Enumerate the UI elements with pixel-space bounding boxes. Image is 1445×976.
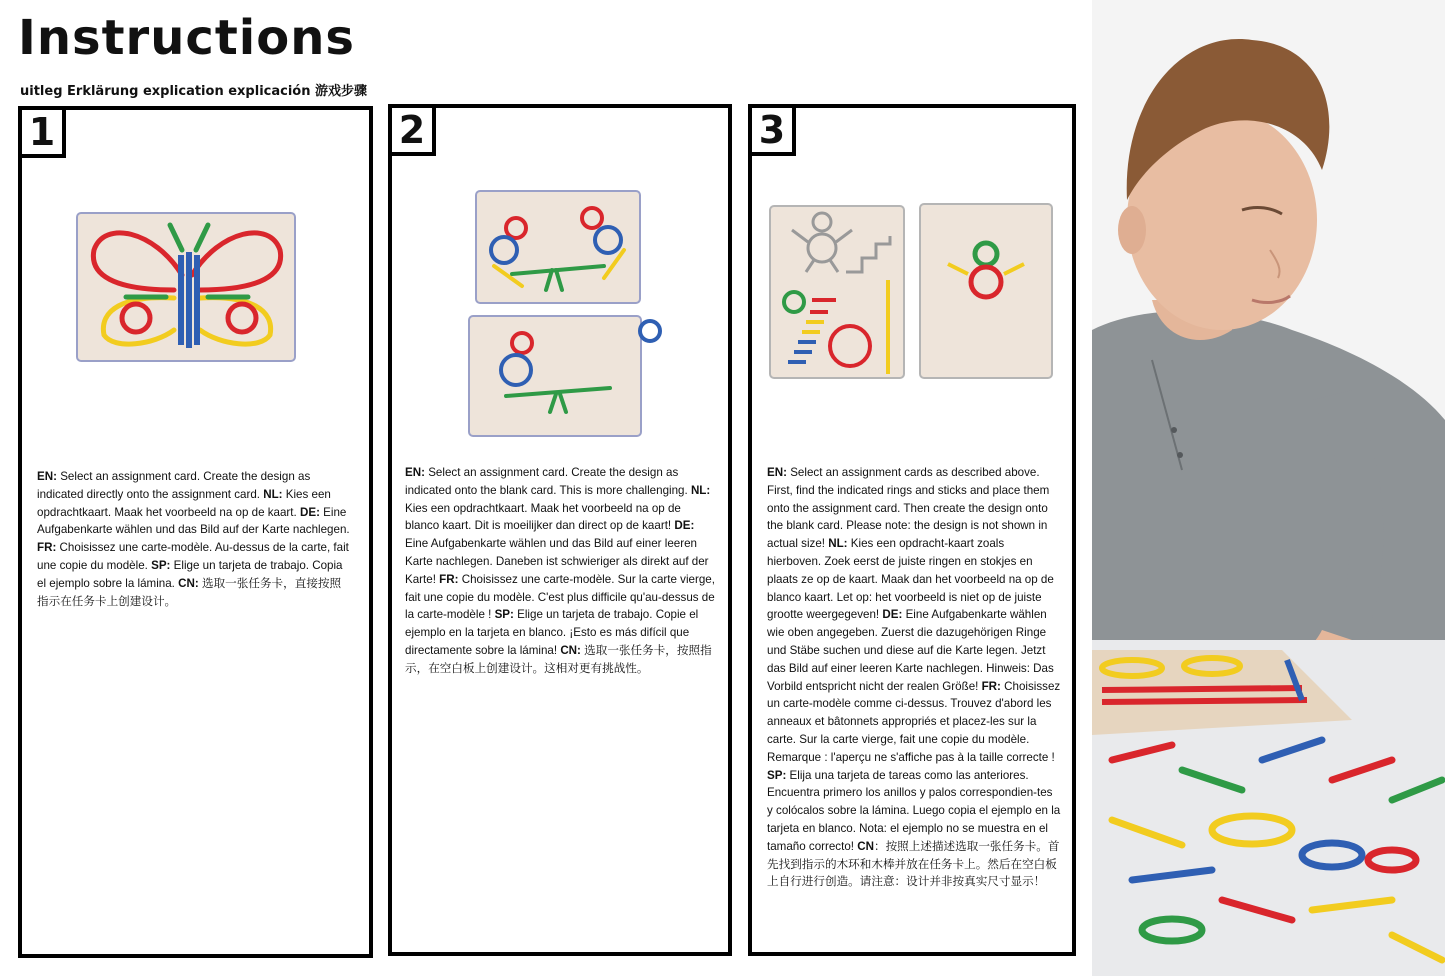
- page-title: Instructions: [18, 10, 355, 66]
- step-text: EN: Select an assignment cards as described above. First, find the indicated rings and sticks and place them onto the assignment card. Then create the design onto the blank card. Please note: the design is not shown in actual size! NL: Kies een opdracht-kaart zoals hierboven. Zoek eerst de juiste ringen en stokjes en plaats ze op de kaart. Maak dan het voorbeeld na op de blanco kaart. Let op: het voorbeeld is niet op de juiste grootte weergegeven! DE: Eine Aufgabenkarte wählen wie oben angegeben. Zuerst die dazugehörigen Ringe und Stäbe suchen und diese auf die Karte legen. Jetzt das Bild auf einer leeren Karte nachlegen. Hinweis: Das Vorbild entspricht nicht der realen Größe! FR: Choisissez un carte-modèle comme ci-dessus. Trouvez d'abord les anneaux et bâtonnets appropriés et placez-les sur la carte. Sur la carte vierge, fait une copie du modèle. Remarque : l'aperçu ne s'affiche pas à la taille correcte ! SP: Elija una tarjeta de tareas como las anteriores. Encuentra primero los anillos y palos correspondien-tes y colócalos sobre la lámina. Luego copia el ejemplo en la tarjeta en blanco. Nota: el ejemplo no se muestra en el tamaño correcto! CN：按照上述描述选取一张任务卡。首先找到指示的木环和木棒并放在任务卡上。然后在空白板上自行进行创造。请注意：设计并非按真实尺寸显示！: [767, 466, 1061, 889]
- step-text: EN: Select an assignment card. Create the design as indicated directly onto the assignment card. NL: Kies een opdrachtkaart. Maak het voorbeeld na op de kaart. DE: Eine Aufgabenkarte wählen und das Bild auf der Karte nachlegen. FR: Choisissez une carte-modèle. Au-dessus de la carte, fait une copie du modèle. SP: Elige un tarjeta de trabajo. Copia el ejemplo sobre la lámina. CN: 选取一张任务卡，直接按照指示在任务卡上创建设计。: [37, 470, 350, 608]
- step-text: EN: Select an assignment card. Create the design as indicated onto the blank card. This is more challenging. NL: Kies een opdrachtkaart. Maak het voorbeeld na op de blanco kaart. Dit is moeilijker dan direct op de kaart! DE: Eine Aufgabenkarte wählen und das Bild auf einer leeren Karte nachlegen. Daneben ist schwieriger als direkt auf der Karte! FR: Choisissez une carte-modèle. Sur la carte vierge, fait une copie du modèle. C'est plus difficile qu'au-dessus de la carte-modèle ! SP: Elige un tarjeta de trabajo. Copie el ejemplo en la tarjeta en blanco. ¡Esto es más difícil que directamente sobre la lámina! CN: 选取一张任务卡，按照指示，在空白板上创建设计。这相对更有挑战性。: [405, 466, 715, 675]
- seesaw-cards-illustration: [464, 188, 664, 440]
- butterfly-card-illustration: [74, 210, 300, 366]
- step-panel-3: [748, 104, 1076, 956]
- step-panel-1: [18, 106, 373, 958]
- boy-playing-photo: [1092, 0, 1445, 976]
- step-number: 2: [388, 104, 436, 156]
- step-number: 3: [748, 104, 796, 156]
- figure-cards-illustration: [766, 202, 1056, 384]
- step-panel-2: [388, 104, 732, 956]
- step-number: 1: [18, 106, 66, 158]
- page-subtitle: uitleg Erklärung explication explicación 游戏步骤: [20, 84, 368, 99]
